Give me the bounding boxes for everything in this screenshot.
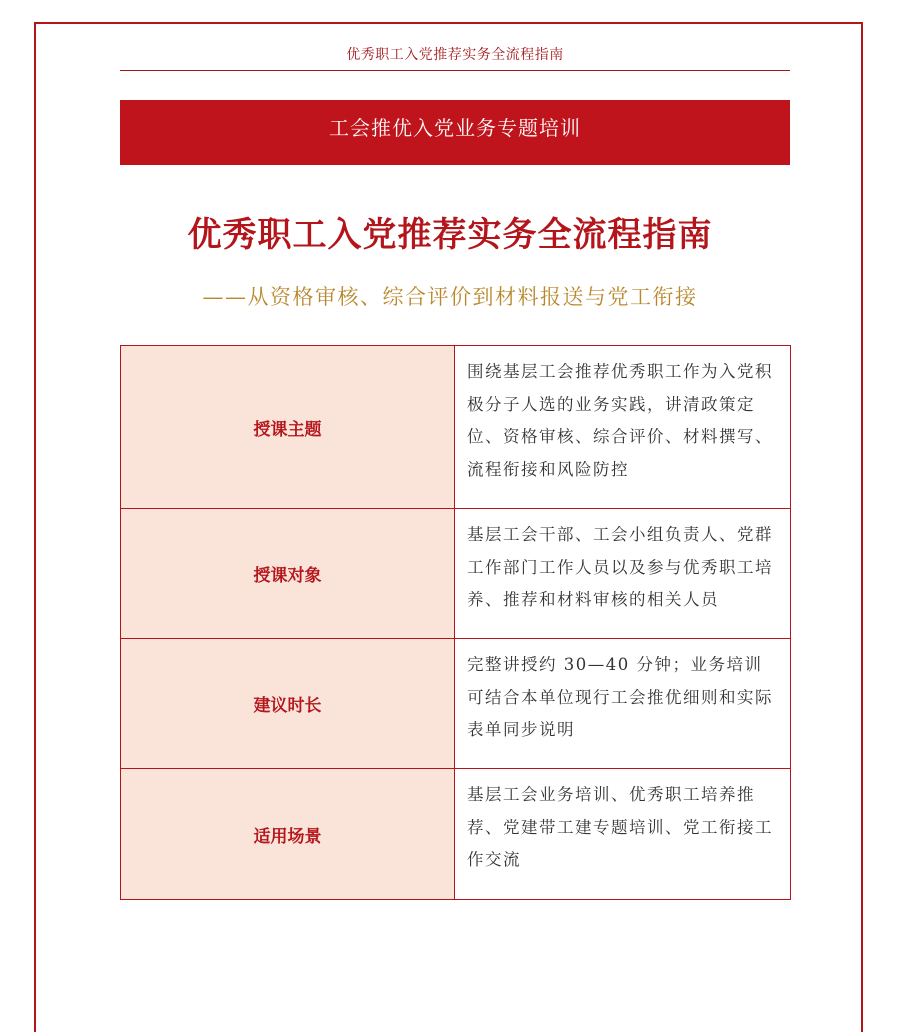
row-value: 围绕基层工会推荐优秀职工作为入党积极分子人选的业务实践，讲清政策定位、资格审核、综合评价、材料撰写、流程衔接和风险防控 xyxy=(455,346,791,509)
topic-banner xyxy=(120,100,790,165)
document-title: 优秀职工入党推荐实务全流程指南 xyxy=(187,215,713,255)
banner-text: 工会推优入党业务专题培训 xyxy=(329,116,581,140)
row-value: 基层工会干部、工会小组负责人、党群工作部门工作人员以及参与优秀职工培养、推荐和材料审核的相关人员 xyxy=(455,509,791,639)
row-value: 基层工会业务培训、优秀职工培养推荐、党建带工建专题培训、党工衔接工作交流 xyxy=(455,769,791,900)
row-value: 完整讲授约 30—40 分钟；业务培训可结合本单位现行工会推优细则和实际表单同步说明 xyxy=(455,639,791,769)
table-row xyxy=(121,769,791,900)
table-row xyxy=(121,509,791,639)
table-row xyxy=(121,346,791,509)
row-label: 建议时长 xyxy=(121,639,455,769)
row-label: 授课对象 xyxy=(121,509,455,639)
document-subtitle: ——从资格审核、综合评价到材料报送与党工衔接 xyxy=(202,285,698,309)
row-label: 授课主题 xyxy=(121,346,455,509)
table-row xyxy=(121,639,791,769)
header-divider xyxy=(120,70,790,71)
row-label: 适用场景 xyxy=(121,769,455,900)
course-info-table xyxy=(120,345,791,900)
running-header: 优秀职工入党推荐实务全流程指南 xyxy=(346,47,564,63)
